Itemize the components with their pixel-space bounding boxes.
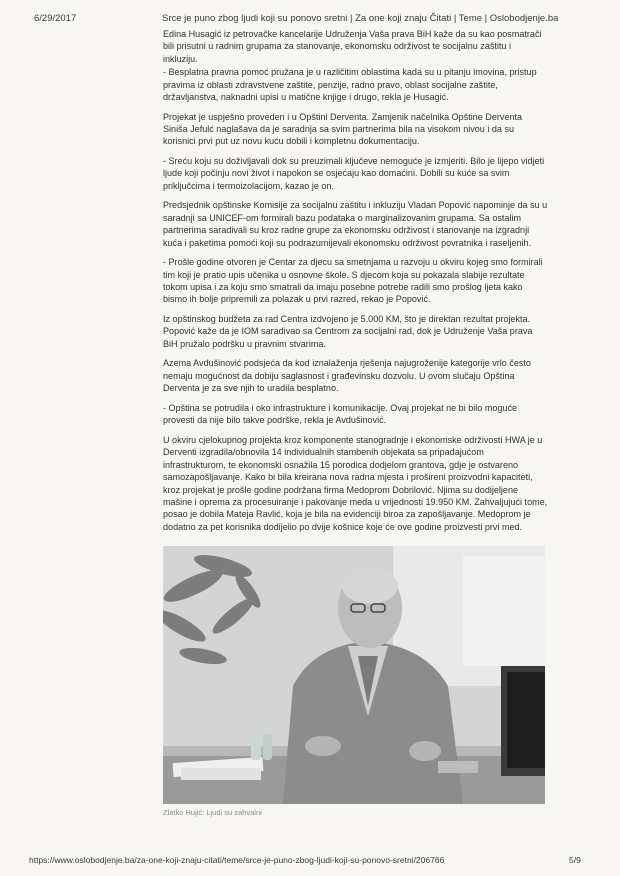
footer-url[interactable]: https://www.oslobodjenje.ba/za-one-koji-znaju-citati/teme/srce-je-puno-zbog-ljudi-koji-su-ponovo-sretni/206766 bbox=[29, 855, 445, 865]
article-paragraph: U okviru cjelokupnog projekta kroz komponente stanogradnje i ekonomske održivosti HWA je u Derventi izgradila/obnovila 14 individualnih stambenih objekata sa pripadajućom infrastrukturom, te ekonomski osnažila 15 porodica dodjelom grantova, gdje je ostvareno samozapošljavanje. Kako bi bila kreirana nova radna mjesta i prošireni proizvodni kapaciteti, kroz projekat je prošle godine podržana firma Medoprom Dobrilović. Njima su dodijeljene mašine i oprema za procesuiranje i pakovanje meda u vrijednosti 19.950 KM. Zahvaljujući tome, posao je dobila Mateja Ravlić, koja je bila na evidenciji biroa za zapošljavanje. Medoprom je dodatno za pet korisnika dodijelio po dvije košnice koje će ove godine proizvesti prvi med. bbox=[163, 434, 548, 532]
article-paragraph: - Sreću koju su doživljavali dok su preuzimali ključeve nemoguće je izmjeriti. Bilo je lijepo vidjeti ljude koji počinju novi život i napokon se osjećaju kao domaćini. Dobili su kuće sa svim priključcima i termoizolacijom, kazao je on. bbox=[163, 156, 545, 191]
page-title: Srce je puno zbog ljudi koji su ponovo sretni | Za one koji znaju Čitati | Teme | Oslobodjenje.ba bbox=[162, 13, 559, 24]
article-paragraph: Predsjednik opštinske Komisije za socijalnu zaštitu i inkluziju Vladan Popović napominje da su u saradnji sa UNICEF-om formirali bazu podataka o marginalizovanim grupama. Sa ostalim partnerima saradivali su kroz radne grupe za ekonomsku održivost i stanovanje na izgradnji kuća i paketima pomoći koji su podrazumijevali ekonomsku održivost povratnika i raseljenih. bbox=[163, 200, 548, 248]
article-paragraph: Azema Avdušinović podsjeća da kod iznalaženja rješenja najugroženije kategorije vrlo često nemaju mogućnost da dobiju saglasnost i građevinsku dozvolu. U ovom slučaju Opština Derventa je za sve njih to uradila besplatno. bbox=[163, 358, 531, 394]
article-paragraph: - Besplatna pravna pomoć pružana je u različitim oblastima kada su u pitanju imovina, pristup pravima iz oblasti zdravstvene zaštite, penzije, radno pravo, oblast socijalne zaštite, državljanstva, naknadni upisi u matične knjige i drugo, rekla je Husagić. bbox=[163, 67, 537, 103]
article-paragraph: Iz opštinskog budžeta za rad Centra izdvojeno je 5.000 KM, što je direktan rezultat projekta. Popović kaže da je IOM saradivao sa Centrom za socijalni rad, dok je Udruženje Vaša prava BiH pružalo podršku u pravnim stvarima. bbox=[163, 314, 533, 349]
photo-illustration bbox=[163, 546, 545, 804]
article-photo bbox=[163, 546, 545, 804]
photo-caption: Zlatko Hujić: Ljudi su zahvalni bbox=[163, 808, 262, 817]
article-paragraph: - Opština se potrudila i oko infrastrukture i komunikacije. Ovaj projekat ne bi bilo moguće provesti da nije bilo takve podrške, rekla je Avdušinović. bbox=[163, 402, 518, 426]
article-paragraph: - Prošle godine otvoren je Centar za djecu sa smetnjama u razvoju u okviru kojeg smo formirali tim koji je pratio upis učenika u osnovne škole. S djecom koja su pokazala slabije rezultate tokom upisa i za koju smo smatrali da imaju posebne potrebe radili smo prošlog ljeta kako bismo ih bolje pripremili za polazak u prvi razred, rekao je Popović. bbox=[163, 257, 543, 305]
article-body bbox=[163, 28, 548, 540]
page-number: 5/9 bbox=[569, 855, 581, 865]
print-date: 6/29/2017 bbox=[34, 13, 77, 24]
article-paragraph: Edina Husagić iz petrovačke kancelarije Udruženja Vaša prava BiH kaže da su kao posmatrači bili prisutni u radnim grupama za stanovanje, ekonomsku održivost te socijalnu zaštitu i inkluziju. bbox=[163, 29, 542, 64]
article-paragraph: Projekat je uspješno proveden i u Opštini Derventa. Zamjenik načelnika Opštine Derventa Siniša Jefulć naglašava da je saradnja sa svim partnerima bila na visokom nivou i da su korisnici prvi put uz novu kuću dobili i kompletnu dokumentaciju. bbox=[163, 111, 523, 147]
